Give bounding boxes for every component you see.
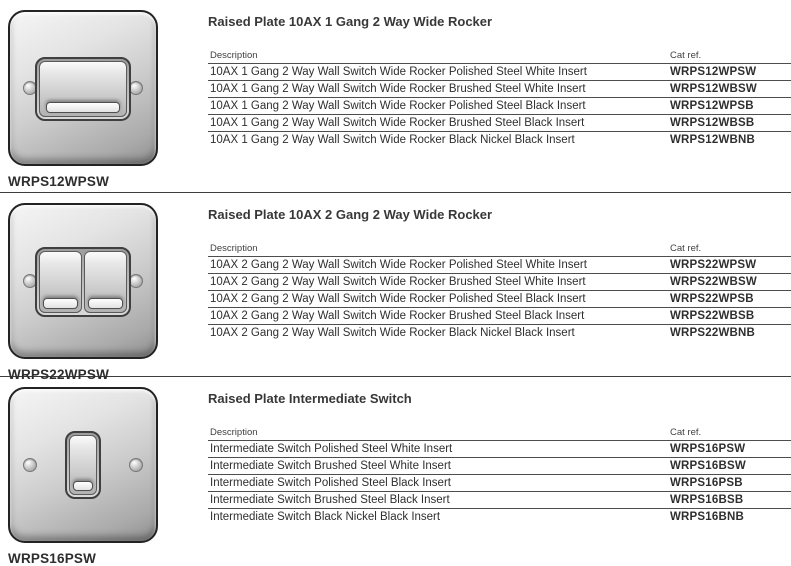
rocker-left [39, 251, 82, 313]
screw-icon [129, 458, 143, 472]
screw-icon [23, 458, 37, 472]
cat-ref-cell: WRPS12WBSW [668, 81, 791, 98]
table-row [208, 81, 791, 98]
cat-ref-cell: WRPS16PSW [668, 441, 791, 458]
product-code-caption: WRPS12WPSW [8, 174, 110, 189]
cat-ref-cell: WRPS16BNB [670, 510, 745, 523]
description-cell: 10AX 1 Gang 2 Way Wall Switch Wide Rocker Polished Steel White Insert [208, 64, 668, 81]
table-row [208, 132, 791, 149]
rocker-frame [65, 431, 101, 499]
product-image-column [8, 387, 208, 566]
description-cell: 10AX 2 Gang 2 Way Wall Switch Wide Rocker Brushed Steel Black Insert [208, 308, 668, 325]
cat-ref-cell: WRPS12WPSB [668, 98, 791, 115]
table-row [208, 257, 791, 274]
description-cell: Intermediate Switch Polished Steel Black Insert [208, 475, 668, 492]
description-cell: 10AX 1 Gang 2 Way Wall Switch Wide Rocker Black Nickel Black Insert [210, 133, 575, 146]
switch-plate-1gang-image [8, 10, 158, 166]
table-header-row [208, 427, 791, 441]
description-cell: 10AX 2 Gang 2 Way Wall Switch Wide Rocker Black Nickel Black Insert [210, 326, 575, 339]
cat-ref-cell: WRPS12WBSB [668, 115, 791, 132]
product-section-intermediate [0, 376, 791, 566]
section-title: Raised Plate 10AX 1 Gang 2 Way Wide Rocker [208, 14, 493, 29]
screw-icon [129, 81, 143, 95]
table-header-row [208, 50, 791, 64]
table-row [208, 64, 791, 81]
table-row [208, 458, 791, 475]
cat-ref-cell: WRPS12WPSW [668, 64, 791, 81]
description-header: Description [208, 427, 668, 441]
description-cell: Intermediate Switch Black Nickel Black Insert [210, 510, 441, 523]
description-cell: 10AX 2 Gang 2 Way Wall Switch Wide Rocker Polished Steel Black Insert [208, 291, 668, 308]
table-row [208, 325, 791, 342]
table-row [208, 475, 791, 492]
cat-ref-cell: WRPS22WPSB [668, 291, 791, 308]
table-row [208, 509, 791, 526]
description-cell: Intermediate Switch Brushed Steel Black Insert [208, 492, 668, 509]
cat-ref-header: Cat ref. [668, 50, 791, 64]
rocker-right [84, 251, 127, 313]
product-code-caption: WRPS22WPSW [8, 367, 110, 382]
cat-ref-cell: WRPS22WBSB [668, 308, 791, 325]
product-section-2gang [0, 192, 791, 382]
product-details-column [208, 203, 791, 376]
cat-ref-header: Cat ref. [668, 243, 791, 257]
description-cell: 10AX 1 Gang 2 Way Wall Switch Wide Rocker Brushed Steel White Insert [208, 81, 668, 98]
cat-ref-cell: WRPS22WPSW [668, 257, 791, 274]
description-cell: Intermediate Switch Brushed Steel White Insert [208, 458, 668, 475]
cat-ref-cell: WRPS22WBSW [668, 274, 791, 291]
rocker-frame [35, 57, 131, 121]
product-details-column [208, 10, 791, 192]
screw-icon [129, 274, 143, 288]
description-header: Description [208, 243, 668, 257]
cat-ref-cell: WRPS16PSB [668, 475, 791, 492]
cat-ref-cell: WRPS16BSB [668, 492, 791, 509]
section-title: Raised Plate 10AX 2 Gang 2 Way Wide Rocker [208, 207, 493, 222]
product-image-column [8, 10, 208, 192]
product-details-column [208, 387, 791, 557]
description-cell: 10AX 1 Gang 2 Way Wall Switch Wide Rocker Brushed Steel Black Insert [208, 115, 668, 132]
table-row [208, 98, 791, 115]
switch-plate-2gang-image [8, 203, 158, 359]
description-cell: 10AX 2 Gang 2 Way Wall Switch Wide Rocker Polished Steel White Insert [208, 257, 668, 274]
product-code-caption: WRPS16PSW [8, 551, 97, 566]
cat-ref-cell: WRPS22WBNB [670, 326, 756, 339]
table-row [208, 291, 791, 308]
cat-ref-header: Cat ref. [668, 427, 791, 441]
switch-plate-intermediate-image [8, 387, 158, 543]
product-table [208, 50, 791, 148]
table-header-row [208, 243, 791, 257]
rocker-frame [35, 247, 131, 317]
product-table [208, 243, 791, 341]
table-row [208, 441, 791, 458]
description-cell: Intermediate Switch Polished Steel White Insert [208, 441, 668, 458]
table-row [208, 115, 791, 132]
table-row [208, 274, 791, 291]
description-header: Description [208, 50, 668, 64]
description-cell: 10AX 1 Gang 2 Way Wall Switch Wide Rocker Polished Steel Black Insert [208, 98, 668, 115]
cat-ref-cell: WRPS16BSW [668, 458, 791, 475]
product-image-column [8, 203, 208, 382]
product-table [208, 427, 791, 525]
table-row [208, 492, 791, 509]
small-rocker [69, 435, 97, 495]
wide-rocker [39, 61, 127, 117]
section-title: Raised Plate Intermediate Switch [208, 391, 412, 406]
cat-ref-cell: WRPS12WBNB [670, 133, 756, 146]
table-row [208, 308, 791, 325]
description-cell: 10AX 2 Gang 2 Way Wall Switch Wide Rocker Brushed Steel White Insert [208, 274, 668, 291]
product-section-1gang [0, 0, 791, 192]
